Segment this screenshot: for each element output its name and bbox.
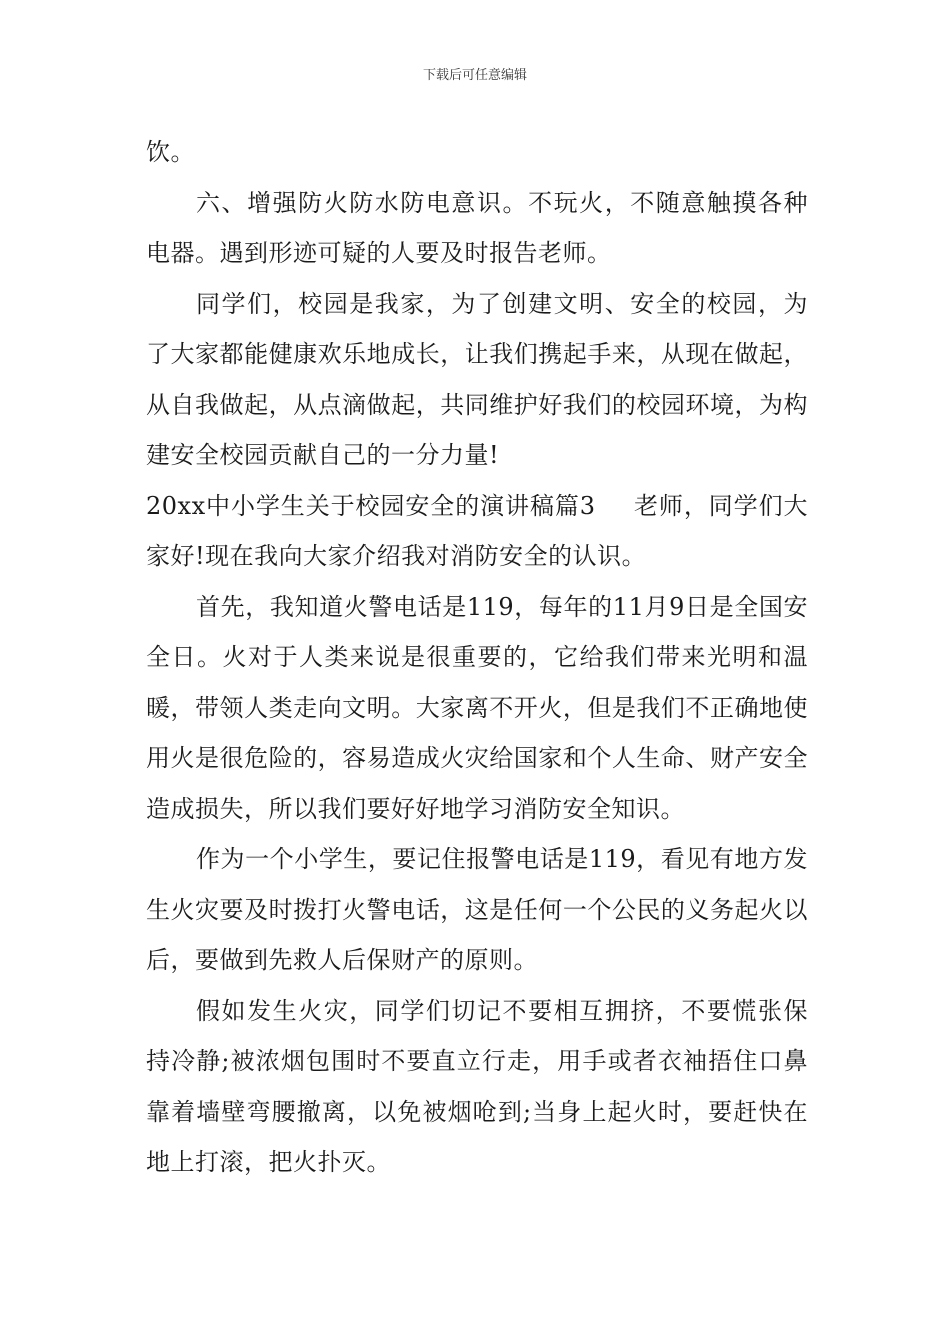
paragraph-4: 首先，我知道火警电话是119，每年的11月9日是全国安全日。火对于人类来说是很重要的，它给我们带来光明和温暖，带领人类走向文明。大家离不开火，但是我们不正确地使用火是很危险的，容易造成火灾给国家和个人生命、财产安全造成损失，所以我们要好好地学习消防安全知识。 [146,592,808,823]
paragraph-1: 六、增强防火防水防电意识。不玩火，不随意触摸各种电器。遇到形迹可疑的人要及时报告老师。 [146,188,808,267]
paragraph-3-body: 老师，同学们大家好!现在我向大家介绍我对消防安全的认识。 [146,491,808,570]
paragraph-2: 同学们，校园是我家，为了创建文明、安全的校园，为了大家都能健康欢乐地成长，让我们携起手来，从现在做起，从自我做起，从点滴做起，共同维护好我们的校园环境，为构建安全校园贡献自己的一分力量! [146,289,808,469]
page-header: 下载后可任意编辑 [422,68,527,83]
speech-title: 20xx中小学生关于校园安全的演讲稿篇3 [146,491,596,520]
document-body [146,127,808,1188]
paragraph-3 [146,481,808,582]
paragraph-6: 假如发生火灾，同学们切记不要相互拥挤，不要慌张保持冷静;被浓烟包围时不要直立行走，用手或者衣袖捂住口鼻靠着墙壁弯腰撤离，以免被烟呛到;当身上起火时，要赶快在地上打滚，把火扑灭。 [146,996,808,1176]
paragraph-0: 饮。 [146,138,195,166]
paragraph-5: 作为一个小学生，要记住报警电话是119，看见有地方发生火灾要及时拨打火警电话，这是任何一个公民的义务起火以后，要做到先救人后保财产的原则。 [146,845,808,974]
